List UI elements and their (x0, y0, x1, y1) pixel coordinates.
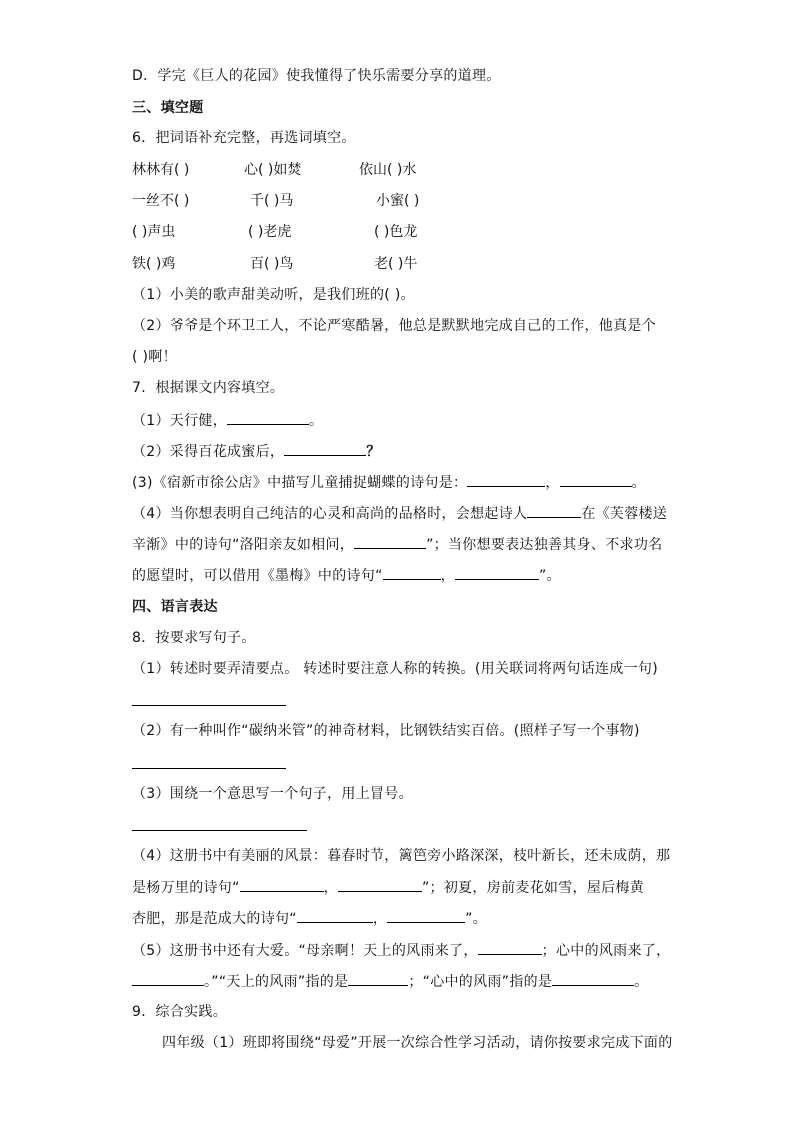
question-8: 8．按要求写句子。 (132, 630, 256, 646)
answer-blank[interactable] (387, 908, 465, 923)
word-blank[interactable]: 铁( )鸡 (132, 256, 176, 272)
word-blank[interactable]: 心( )如焚 (244, 162, 302, 178)
word-blank[interactable]: 百( )鸟 (250, 256, 294, 272)
answer-blank[interactable] (383, 565, 441, 580)
question-7-4: （4）当你想表明自己纯洁的心灵和高尚的品格时，会想起诗人 在《芙蓉楼送 (132, 503, 667, 524)
question-6-1: （1）小美的歌声甜美动听，是我们班的( )。 (132, 287, 415, 303)
answer-blank[interactable] (354, 534, 426, 549)
answer-line[interactable] (132, 705, 286, 706)
word-blank[interactable]: 一丝不( ) (132, 193, 190, 209)
word-blank[interactable]: 老( )牛 (374, 256, 418, 272)
option-d: D．学完《巨人的花园》使我懂得了快乐需要分享的道理。 (132, 68, 501, 84)
question-9-text: 四年级（1）班即将围绕“母爱”开展一次综合性学习活动，请你按要求完成下面的 (162, 1035, 673, 1051)
word-blank[interactable]: 小蜜( ) (376, 193, 420, 209)
question-8-3: （3）围绕一个意思写一个句子，用上冒号。 (132, 786, 413, 802)
question-8-2: （2）有一种叫作“碳纳米管”的神奇材料，比钢铁结实百倍。(照样子写一个事物) (132, 723, 640, 739)
question-7: 7．根据课文内容填空。 (132, 380, 285, 396)
answer-blank[interactable] (348, 971, 408, 986)
answer-blank[interactable] (284, 441, 366, 456)
word-blank[interactable]: 林林有( ) (132, 162, 190, 178)
answer-blank[interactable] (338, 877, 422, 892)
answer-blank[interactable] (240, 877, 324, 892)
question-8-1: （1）转述时要弄清要点。 转述时要注意人称的转换。(用关联词将两句话连成一句) (132, 661, 658, 677)
answer-blank[interactable] (467, 472, 545, 487)
question-6-2: （2）爷爷是个环卫工人，不论严寒酷暑，他总是默默地完成自己的工作，他真是个 (132, 318, 657, 334)
question-8-5: （5）这册书中还有大爱。“母亲啊！天上的风雨来了， ；心中的风雨来了， (132, 940, 670, 961)
answer-line[interactable] (132, 830, 307, 831)
word-blank[interactable]: ( )声虫 (132, 224, 176, 240)
answer-blank[interactable] (455, 565, 539, 580)
word-blank[interactable]: ( )老虎 (248, 224, 292, 240)
answer-blank[interactable] (132, 971, 204, 986)
question-9: 9．综合实践。 (132, 1004, 228, 1020)
answer-blank[interactable] (552, 971, 634, 986)
answer-line[interactable] (132, 768, 286, 769)
answer-blank[interactable] (478, 940, 542, 955)
question-7-4-cont1: 辛渐》中的诗句“洛阳亲友如相问， ”；当你想要表达独善其身、不求功名 (132, 534, 662, 555)
word-blank[interactable]: 千( )马 (250, 193, 294, 209)
question-8-5-cont: 。”“天上的风雨”指的是 ；“心中的风雨”指的是 。 (132, 971, 648, 992)
question-7-1: （1）天行健， 。 (132, 410, 323, 431)
section-4-heading: 四、语言表达 (132, 599, 218, 615)
word-blank[interactable]: ( )色龙 (374, 224, 418, 240)
question-7-2: （2）采得百花成蜜后， ？ (132, 441, 381, 462)
question-8-4-cont2: 杏肥，那是范成大的诗句“ ， ”。 (132, 908, 487, 929)
question-7-4-cont2: 的愿望时，可以借用《墨梅》中的诗句“ ， ”。 (132, 565, 561, 586)
word-blank[interactable]: 依山( )水 (359, 162, 417, 178)
answer-blank[interactable] (227, 410, 309, 425)
answer-blank[interactable] (297, 908, 373, 923)
question-8-4-cont1: 是杨万里的诗句“ ， ”；初夏，房前麦花如雪，屋后梅黄 (132, 877, 644, 898)
question-6-2-cont: ( )啊！ (132, 349, 177, 365)
answer-blank[interactable] (560, 472, 632, 487)
question-8-4: （4）这册书中有美丽的风景：暮春时节，篱笆旁小路深深，枝叶新长，还未成荫，那 (132, 848, 671, 864)
answer-blank[interactable] (527, 503, 581, 518)
question-6: 6．把词语补充完整，再选词填空。 (132, 130, 356, 146)
section-3-heading: 三、填空题 (132, 100, 204, 116)
question-7-3: (3)《宿新市徐公店》中描写儿童捕捉蝴蝶的诗句是： ， 。 (132, 472, 646, 493)
